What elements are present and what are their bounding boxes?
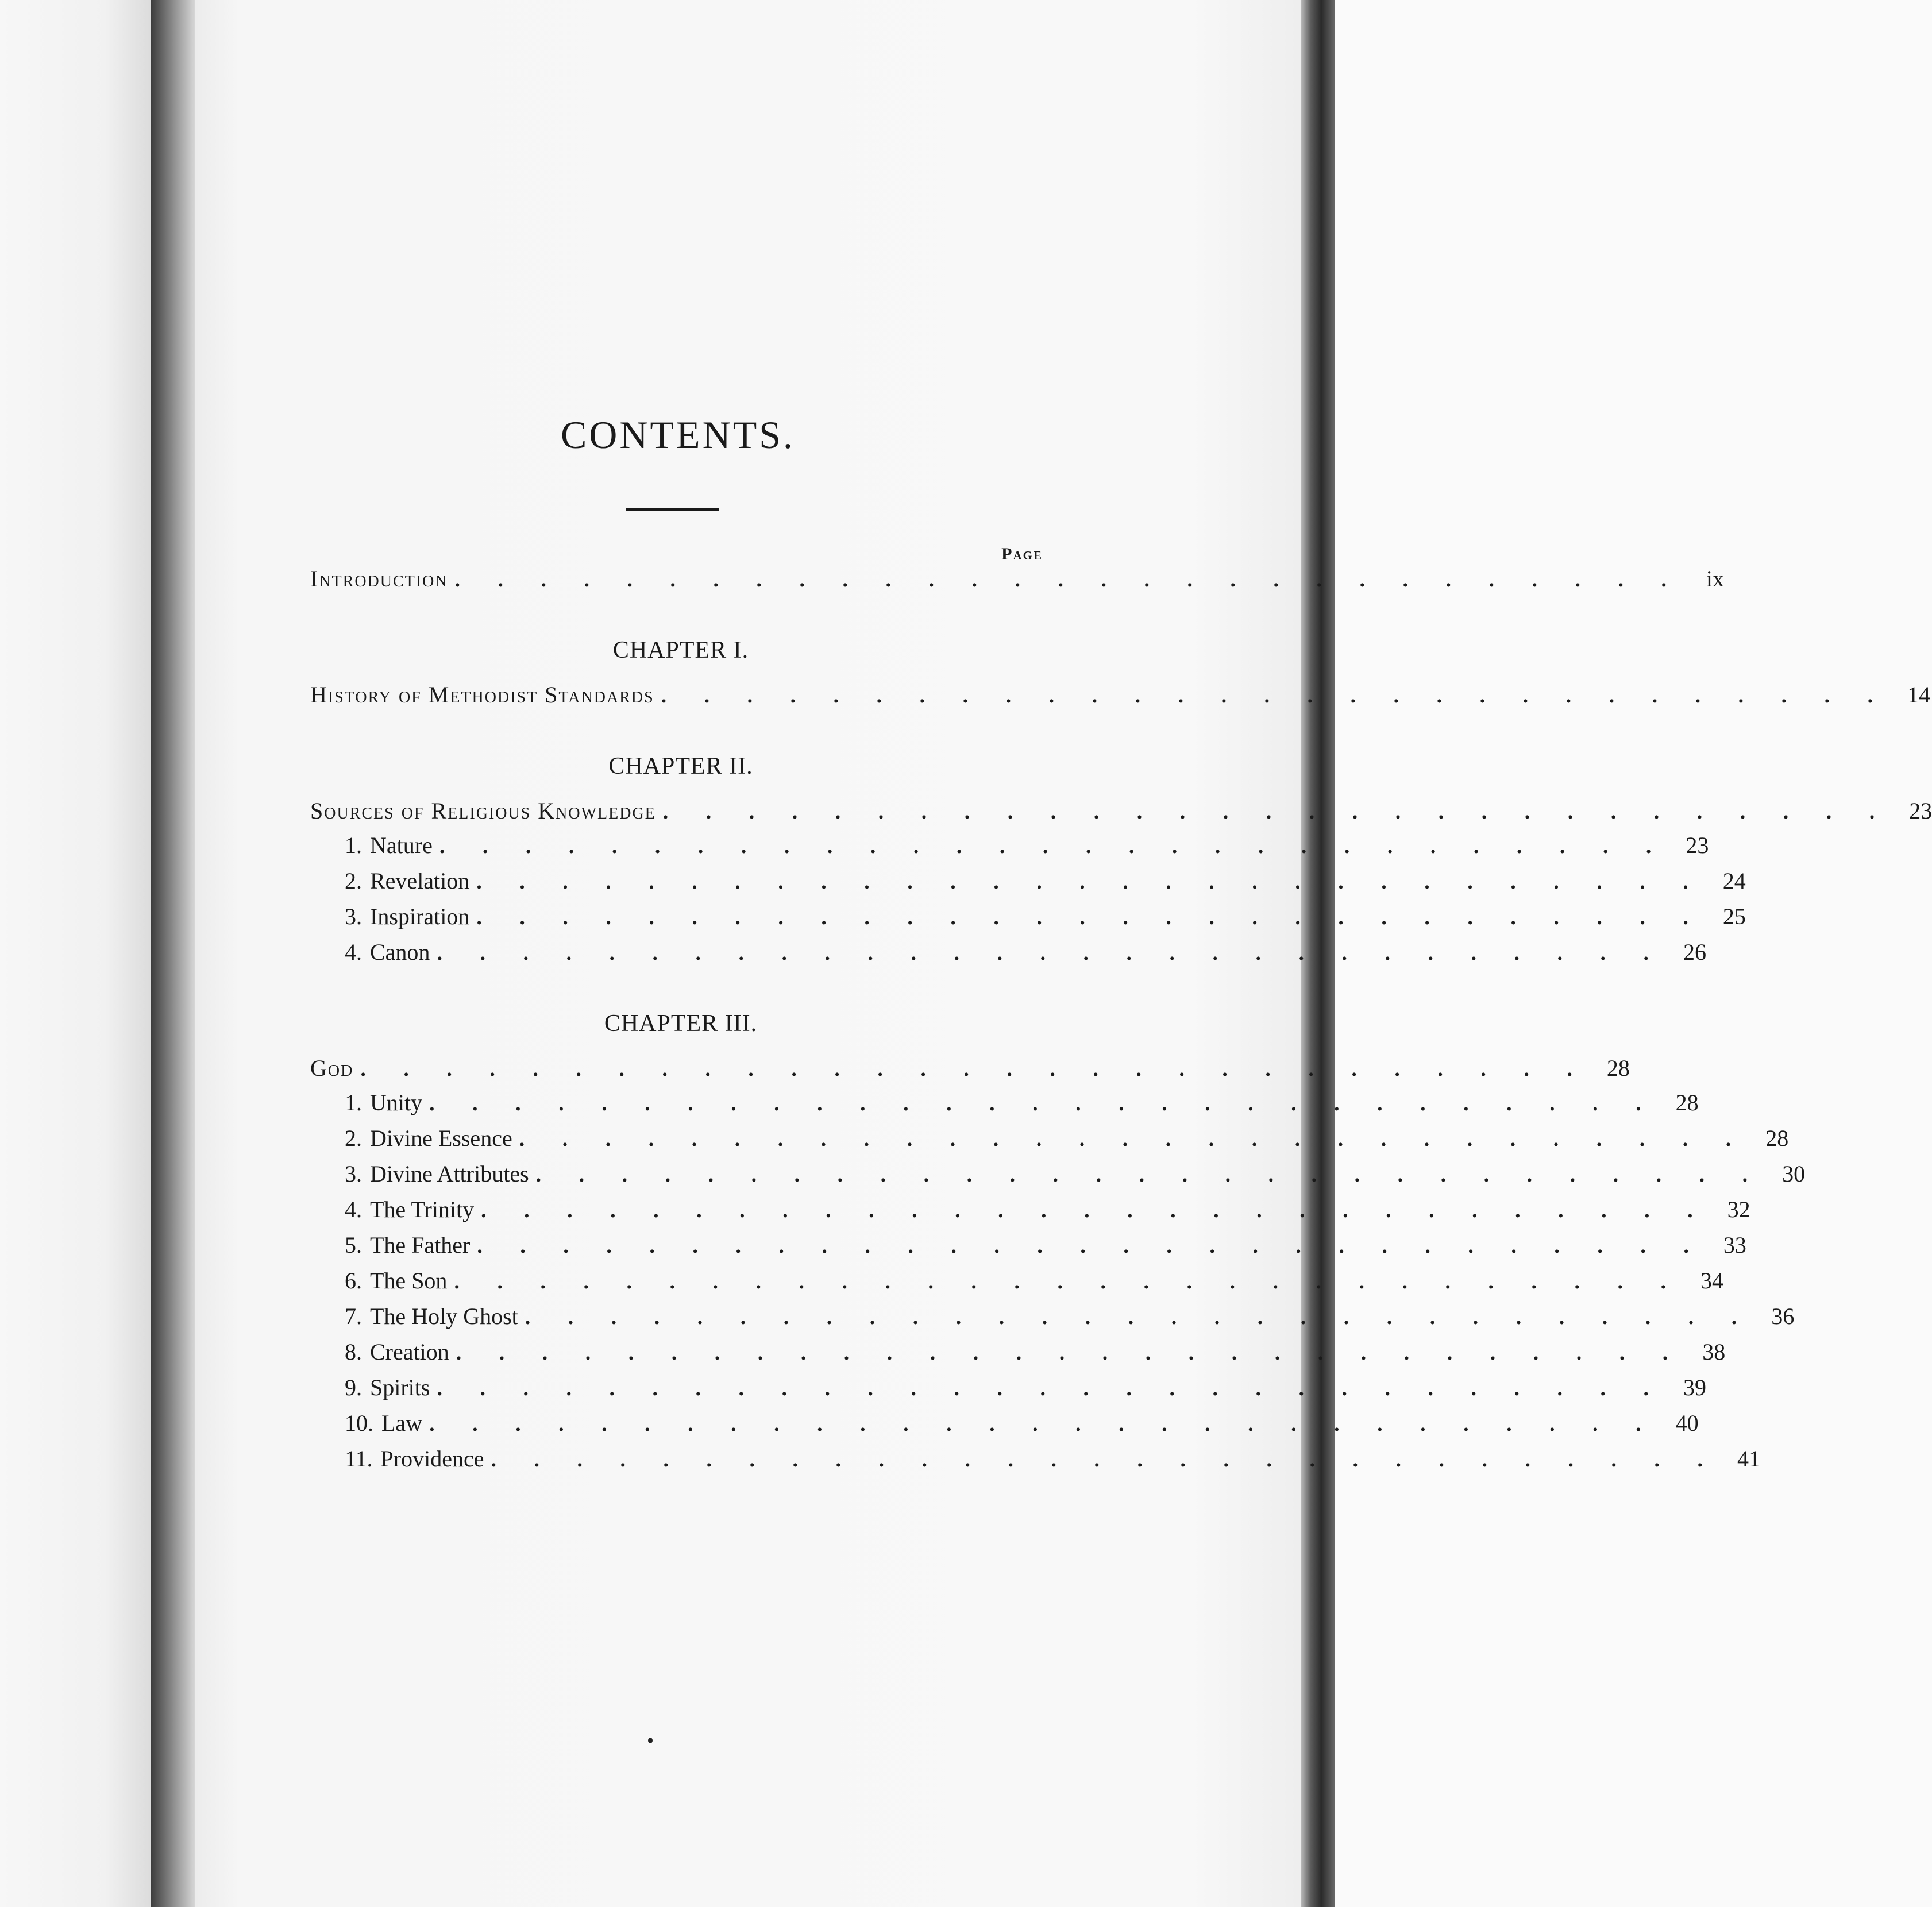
dot-leader: . . . . . . . . . . . . . . . . . . . . . . . . . . . . . [476, 905, 1705, 929]
entry-label: Revelation [370, 868, 470, 894]
entry-number: 5. [345, 1232, 362, 1258]
dot-leader: . . . . . . . . . . . . . . . . . . . . . . . . . . . . . [476, 870, 1705, 894]
dot-leader: . . . . . . . . . . . . . . . . . . . . . . . . . . . . . [525, 1305, 1753, 1329]
entry-page: 39 [1683, 1375, 1706, 1400]
entry-number: 1. [345, 832, 362, 858]
dot-leader: . . . . . . . . . . . . . . . . . . . . . . . . . . . . . [477, 1234, 1705, 1258]
entry-label: Law [381, 1410, 423, 1436]
toc-entry-main[interactable] [310, 797, 1932, 829]
entry-number: 9. [345, 1375, 362, 1400]
page-title: CONTENTS. [560, 413, 796, 457]
entry-page: 34 [1700, 1268, 1723, 1294]
toc-entry[interactable] [345, 1267, 1723, 1299]
entry-number: 7. [345, 1303, 362, 1329]
dot-leader: . . . . . . . . . . . . . . . . . . . . . . . . . . . . . [454, 1269, 1682, 1294]
entry-page: ix [1706, 566, 1725, 592]
entry-page: 14 [1907, 682, 1931, 708]
chapter-heading: CHAPTER II. [608, 753, 753, 779]
dot-leader: . . . . . . . . . . . . . . . . . . . . . . . . . . . . . [456, 1341, 1684, 1365]
dot-leader: . . . . . . . . . . . . . . . . . . . . . . . . . . . . . [535, 1163, 1764, 1187]
entry-page: 26 [1683, 939, 1706, 965]
toc-entry[interactable] [345, 939, 1706, 971]
entry-label: History of Methodist Standards [310, 682, 654, 708]
toc-entry[interactable] [345, 1232, 1746, 1264]
toc-entry[interactable] [345, 1338, 1726, 1371]
entry-page: 38 [1702, 1339, 1726, 1365]
toc-entry[interactable] [345, 1089, 1699, 1121]
entry-number: 1. [345, 1090, 362, 1115]
entry-label: Unity [370, 1090, 423, 1115]
entry-page: 28 [1675, 1090, 1699, 1115]
entry-label: Canon [370, 939, 430, 965]
entry-number: 8. [345, 1339, 362, 1365]
toc-entry[interactable] [345, 1125, 1789, 1157]
entry-label: Introduction [310, 566, 448, 592]
entry-page: 32 [1727, 1196, 1750, 1222]
entry-page: 28 [1606, 1055, 1630, 1081]
dot-leader: . . . . . . . . . . . . . . . . . . . . . . . . . . . . . [481, 1198, 1709, 1222]
toc-entry-main[interactable] [310, 681, 1931, 713]
entry-label: Divine Attributes [370, 1161, 529, 1187]
toc-entry[interactable] [345, 1160, 1806, 1192]
entry-label: The Trinity [370, 1196, 475, 1222]
book-gutter [151, 0, 195, 1907]
entry-page: 33 [1723, 1232, 1746, 1258]
dot-leader: . . . . . . . . . . . . . . . . . . . . . . . . . . . . . [360, 1057, 1588, 1081]
toc-entry[interactable] [345, 903, 1746, 935]
title-rule [626, 508, 719, 511]
entry-number: 2. [345, 868, 362, 894]
chapter-heading: CHAPTER I. [612, 637, 749, 663]
dot-leader: . . . . . . . . . . . . . . . . . . . . . . . . . . . . . [491, 1447, 1719, 1472]
entry-label: Sources of Religious Knowledge [310, 798, 656, 824]
entry-number: 3. [345, 1161, 362, 1187]
entry-number: 4. [345, 1196, 362, 1222]
page-column-heading: Page [1001, 545, 1043, 563]
toc-entry-main[interactable] [310, 1055, 1630, 1087]
entry-number: 3. [345, 904, 362, 929]
dot-leader: . . . . . . . . . . . . . . . . . . . . . . . . . . . . . [519, 1127, 1748, 1151]
entry-number: 2. [345, 1125, 362, 1151]
entry-label: Providence [380, 1446, 484, 1472]
toc-entry-introduction[interactable] [310, 565, 1725, 597]
entry-number: 10. [345, 1410, 373, 1436]
dot-leader: . . . . . . . . . . . . . . . . . . . . . . . . . . . . . [429, 1091, 1657, 1115]
chapter-heading: CHAPTER III. [604, 1010, 758, 1037]
dot-leader: . . . . . . . . . . . . . . . . . . . . . . . . . . . . . [454, 568, 1683, 592]
toc-entry[interactable] [345, 1445, 1760, 1477]
entry-label: The Son [370, 1268, 448, 1294]
entry-page: 25 [1722, 904, 1746, 929]
entry-page: 23 [1909, 798, 1932, 824]
facing-page [0, 0, 151, 1907]
dot-leader: . . . . . . . . . . . . . . . . . . . . . . . . . . . . . [662, 800, 1891, 824]
entry-page: 24 [1722, 868, 1746, 894]
entry-page: 41 [1737, 1446, 1760, 1472]
entry-label: Creation [370, 1339, 449, 1365]
entry-label: Inspiration [370, 904, 470, 929]
entry-number: 6. [345, 1268, 362, 1294]
entry-number: 4. [345, 939, 362, 965]
entry-label: The Father [370, 1232, 471, 1258]
ink-speck [648, 1738, 653, 1743]
toc-entry[interactable] [345, 1374, 1706, 1406]
dot-leader: . . . . . . . . . . . . . . . . . . . . . . . . . . . . . [437, 941, 1665, 965]
entry-label: The Holy Ghost [370, 1303, 518, 1329]
entry-label: Nature [370, 832, 433, 858]
dot-leader: . . . . . . . . . . . . . . . . . . . . . . . . . . . . . [429, 1412, 1657, 1436]
entry-page: 28 [1765, 1125, 1789, 1151]
dot-leader: . . . . . . . . . . . . . . . . . . . . . . . . . . . . . [437, 1376, 1665, 1400]
entry-label: God [310, 1055, 354, 1081]
dot-leader: . . . . . . . . . . . . . . . . . . . . . . . . . . . . . [439, 834, 1668, 858]
toc-entry[interactable] [345, 832, 1709, 864]
entry-page: 36 [1771, 1303, 1795, 1329]
toc-entry[interactable] [345, 1303, 1795, 1335]
entry-number: 11. [345, 1446, 373, 1472]
dot-leader: . . . . . . . . . . . . . . . . . . . . . . . . . . . . . [661, 684, 1889, 708]
entry-page: 40 [1675, 1410, 1699, 1436]
entry-page: 23 [1686, 832, 1709, 858]
entry-label: Divine Essence [370, 1125, 512, 1151]
entry-page: 30 [1782, 1161, 1806, 1187]
toc-entry[interactable] [345, 1196, 1750, 1228]
toc-entry[interactable] [345, 867, 1746, 900]
toc-entry[interactable] [345, 1410, 1699, 1442]
entry-label: Spirits [370, 1375, 430, 1400]
